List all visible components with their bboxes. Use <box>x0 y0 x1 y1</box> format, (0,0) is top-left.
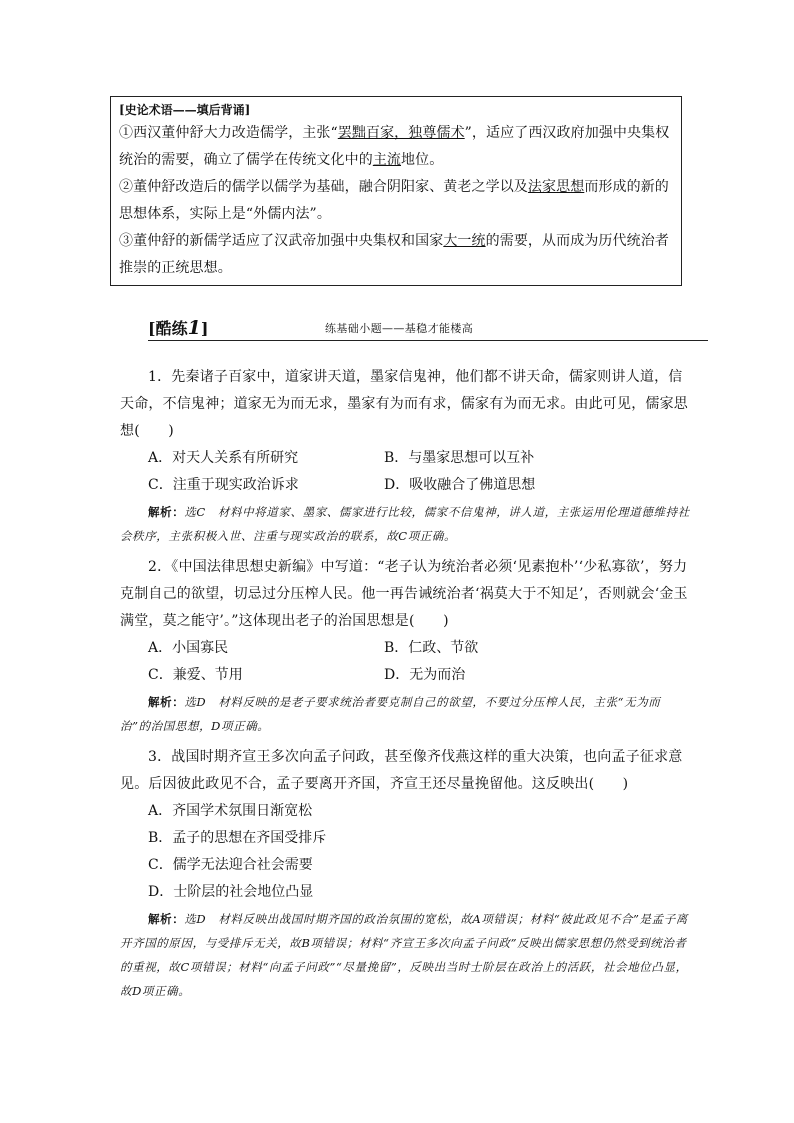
section-divider <box>148 340 708 341</box>
term-paragraph-1: ①西汉董仲舒大力改造儒学，主张“罢黜百家，独尊儒术”，适应了西汉政府加强中央集权统治的需要，确立了儒学在传统文化中的主流地位。 <box>119 125 670 168</box>
options <box>120 445 690 499</box>
question-stem: 1．先秦诸子百家中，道家讲天道，墨家信鬼神，他们都不讲天命，儒家则讲人道，信天命，不信鬼神；道家无为而无求，墨家有为而有求，儒家有为而无求。由此可见，儒家思想( ) <box>120 369 688 439</box>
analysis: 解析：选C 材料中将道家、墨家、儒家进行比较，儒家不信鬼神，讲人道，主张运用伦理道德维持社会秩序，主张积极入世、注重与现实政治的联系，故C项正确。 <box>120 505 690 543</box>
question-stem: 2．《中国法律思想史新编》中写道：“老子认为统治者必须‘见素抱朴’‘少私寡欲’，努力克制自己的欲望，切忌过分压榨人民。他一再告诫统治者‘祸莫大于不知足’，否则就会‘金玉满堂，莫之能守’。”这体现出老子的治国思想是( ) <box>120 559 688 629</box>
question-1 <box>120 364 690 548</box>
option-d: D．吸收融合了佛道思想 <box>384 477 536 493</box>
underlined-term: 大一统 <box>443 233 486 249</box>
option-b: B．仁政、节欲 <box>384 640 479 656</box>
option-c: C．儒学无法迎合社会需要 <box>148 857 313 873</box>
options <box>120 635 690 689</box>
question-2 <box>120 554 690 738</box>
section-title: [酷练1] <box>148 317 209 339</box>
question-list <box>120 364 690 1009</box>
option-c: C．兼爱、节用 <box>148 667 243 683</box>
option-b: B．与墨家思想可以互补 <box>384 450 535 466</box>
section-header <box>148 316 708 342</box>
option-b: B．孟子的思想在齐国受排斥 <box>148 830 327 846</box>
underlined-term: 法家思想 <box>527 179 585 195</box>
term-paragraph-3: ③董仲舒的新儒学适应了汉武帝加强中央集权和国家大一统的需要，从而成为历代统治者推崇的正统思想。 <box>119 233 669 276</box>
option-d: D．无为而治 <box>384 667 466 683</box>
analysis: 解析：选D 材料反映的是老子要求统治者要克制自己的欲望，不要过分压榨人民，主张“无为而治”的治国思想，D项正确。 <box>120 695 661 733</box>
terminology-box <box>110 96 682 286</box>
underlined-term: 罢黜百家，独尊儒术 <box>337 125 465 141</box>
option-a: A．小国寡民 <box>148 640 229 656</box>
section-subtitle: 练基础小题——基稳才能楼高 <box>325 322 474 335</box>
option-a: A．齐国学术氛围日渐宽松 <box>148 803 313 819</box>
option-d: D．士阶层的社会地位凸显 <box>148 884 314 900</box>
underlined-term: 主流 <box>372 152 402 168</box>
option-a: A．对天人关系有所研究 <box>148 450 299 466</box>
analysis: 解析：选D 材料反映出战国时期齐国的政治氛围的宽松，故A项错误；材料“彼此政见不合”是孟子离开齐国的原因，与受排斥无关，故B项错误；材料“齐宣王多次向孟子问政”反映出儒家思想仍然受到统治者的重视，故C项错误；材料“向孟子问政”“尽量挽留”，反映出当时士阶层在政治上的活跃，社会地位凸显，故D项正确。 <box>120 912 688 998</box>
options <box>120 798 690 906</box>
question-3 <box>120 744 690 1003</box>
box-title: [史论术语——填后背诵] <box>119 103 251 117</box>
term-paragraph-2: ②董仲舒改造后的儒学以儒学为基础，融合阴阳家、黄老之学以及法家思想而形成的新的思想体系，实际上是“外儒内法”。 <box>119 179 669 222</box>
option-c: C．注重于现实政治诉求 <box>148 477 299 493</box>
question-stem: 3．战国时期齐宣王多次向孟子问政，甚至像齐伐燕这样的重大决策，也向孟子征求意见。后因彼此政见不合，孟子要离开齐国，齐宣王还尽量挽留他。这反映出( ) <box>120 749 683 792</box>
